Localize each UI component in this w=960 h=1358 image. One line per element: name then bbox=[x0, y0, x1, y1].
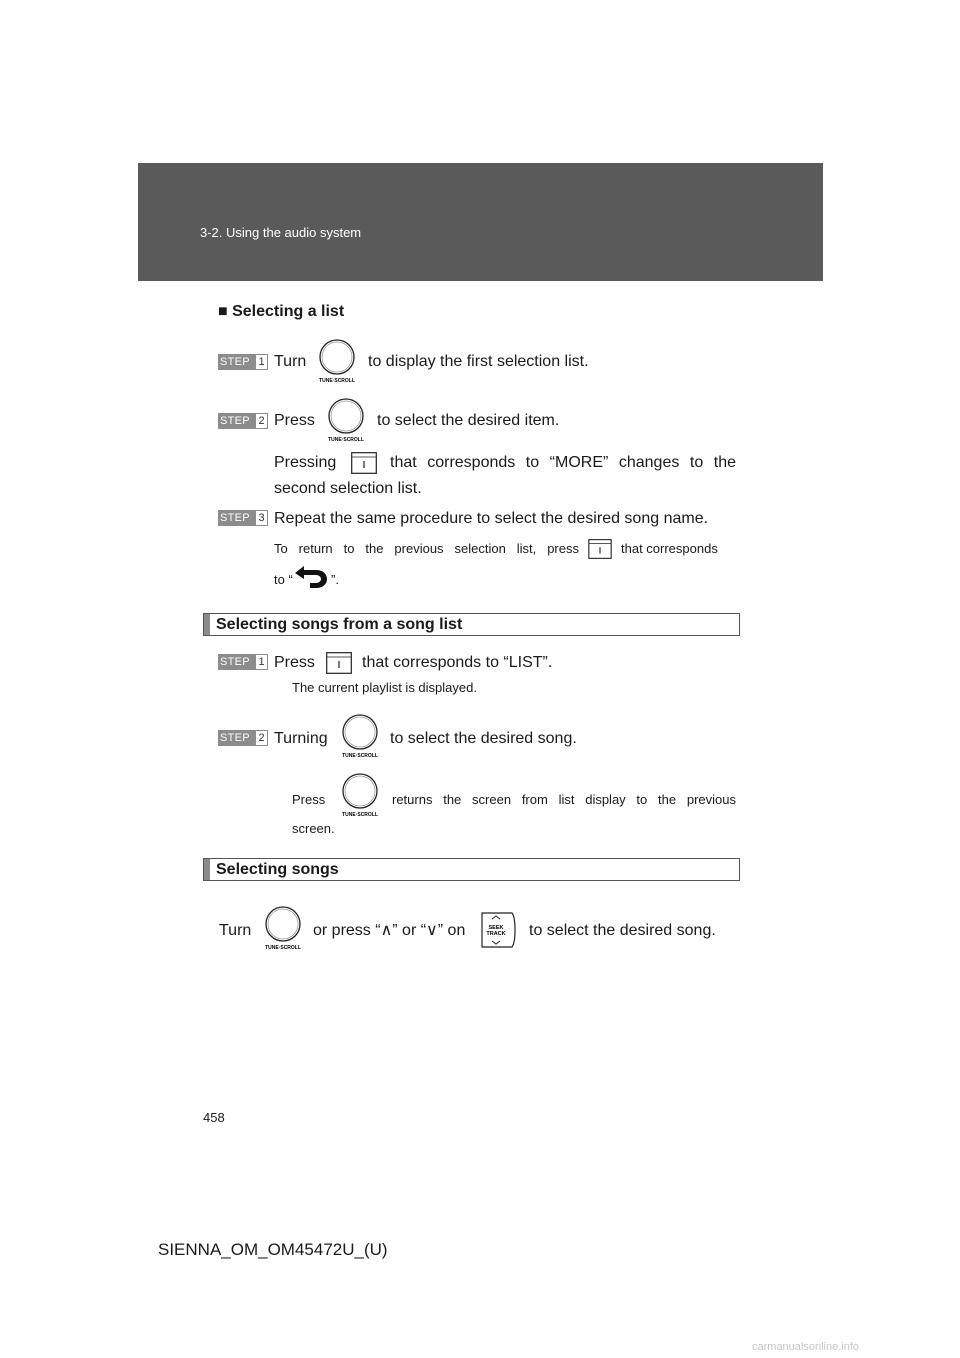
svg-text:TUNE·SCROLL: TUNE·SCROLL bbox=[328, 437, 364, 443]
step-text: Press bbox=[274, 412, 315, 429]
step-text: to display the first selection list. bbox=[368, 353, 589, 370]
section-title-bar bbox=[203, 613, 740, 636]
note-text: ”. bbox=[331, 572, 339, 587]
note-text: screen. bbox=[292, 821, 335, 836]
step-text: to select the desired item. bbox=[377, 412, 560, 429]
note-text: returns the screen from list display to the previous bbox=[392, 792, 736, 807]
seek-track-button-icon bbox=[479, 912, 519, 948]
body-text: second selection list. bbox=[274, 480, 422, 497]
preset-button-icon bbox=[588, 539, 612, 559]
note-text: Press bbox=[292, 792, 326, 807]
body-text: or press “∧” or “∨” on bbox=[313, 922, 466, 939]
footer-code: SIENNA_OM_OM45472U_(U) bbox=[158, 1240, 388, 1259]
subsection-title: ■ Selecting a list bbox=[218, 303, 345, 320]
svg-text:TUNE·SCROLL: TUNE·SCROLL bbox=[342, 753, 378, 759]
step-text: Turning bbox=[274, 730, 328, 747]
step-badge: STEP 1 bbox=[218, 354, 268, 370]
step-text: to select the desired song. bbox=[390, 730, 577, 747]
svg-text:TRACK: TRACK bbox=[486, 931, 506, 937]
svg-text:TUNE·SCROLL: TUNE·SCROLL bbox=[265, 945, 301, 951]
step-text: Press bbox=[274, 654, 315, 671]
body-text: that corresponds to “MORE” changes to the bbox=[390, 454, 736, 471]
tune-scroll-knob-icon bbox=[340, 713, 380, 759]
note-text: The current playlist is displayed. bbox=[292, 680, 477, 695]
tune-scroll-knob-icon bbox=[263, 905, 303, 951]
section-accent bbox=[204, 614, 210, 635]
tune-scroll-knob-icon bbox=[317, 338, 357, 384]
step-badge: STEP 3 bbox=[218, 510, 268, 526]
body-text: to select the desired song. bbox=[529, 922, 716, 939]
section-accent bbox=[204, 859, 210, 880]
section-title: Selecting songs bbox=[216, 861, 339, 878]
tune-scroll-knob-icon bbox=[326, 397, 366, 443]
page-number: 458 bbox=[203, 1110, 225, 1125]
section-heading: 3-2. Using the audio system bbox=[200, 225, 362, 240]
step-text: Turn bbox=[274, 353, 307, 370]
watermark: carmanualsonline.info bbox=[752, 1341, 860, 1353]
step-text: Repeat the same procedure to select the desired song name. bbox=[274, 510, 709, 527]
preset-button-icon bbox=[351, 452, 377, 474]
tune-scroll-knob-icon bbox=[340, 772, 380, 818]
svg-text:TUNE·SCROLL: TUNE·SCROLL bbox=[319, 378, 355, 384]
note-text: that corresponds bbox=[621, 541, 718, 556]
step-text: that corresponds to “LIST”. bbox=[362, 654, 553, 671]
step-badge: STEP 1 bbox=[218, 654, 268, 670]
step-badge: STEP 2 bbox=[218, 413, 268, 429]
svg-text:SEEK: SEEK bbox=[488, 925, 504, 931]
section-title-bar bbox=[203, 858, 740, 881]
preset-button-icon bbox=[326, 652, 352, 674]
header-band bbox=[138, 163, 823, 281]
svg-text:TUNE·SCROLL: TUNE·SCROLL bbox=[342, 812, 378, 818]
body-text: Turn bbox=[219, 922, 252, 939]
note-text: to “ bbox=[274, 572, 293, 587]
body-text: Pressing bbox=[274, 454, 337, 471]
back-arrow-icon bbox=[292, 564, 330, 590]
note-text: To return to the previous selection list, press bbox=[274, 541, 579, 556]
step-badge: STEP 2 bbox=[218, 730, 268, 746]
section-title: Selecting songs from a song list bbox=[216, 616, 463, 633]
